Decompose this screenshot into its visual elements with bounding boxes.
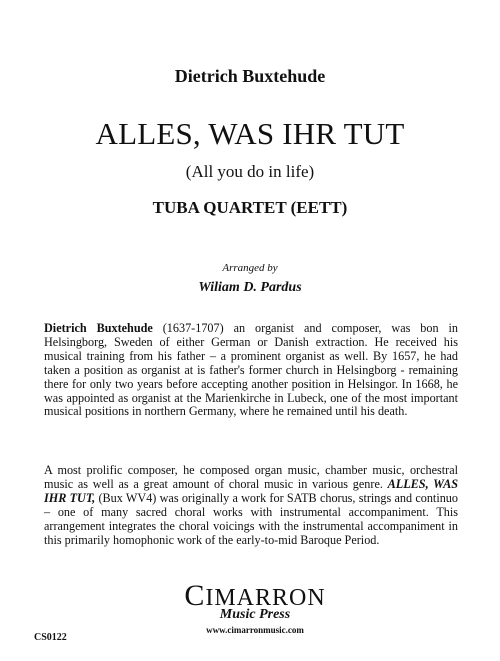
biography-paragraph	[44, 322, 458, 419]
publisher-name: CIMARRON	[184, 579, 326, 612]
piece-title: ALLES, WAS IHR TUT	[95, 116, 405, 151]
description-title: ALLES, WAS IHR TUT,	[44, 476, 458, 505]
catalog-code: CS0122	[34, 632, 67, 643]
arranger-name: Wiliam D. Pardus	[198, 280, 302, 295]
composer-name: Dietrich Buxtehude	[174, 66, 326, 86]
description-text-a: A most prolific composer, he composed organ music, chamber music, orchestral music as well as a great amount of choral music in various genre.	[44, 463, 458, 491]
arranged-by-label: Arranged by	[222, 262, 278, 274]
piece-subtitle: (All you do in life)	[185, 162, 315, 181]
description-paragraph	[44, 464, 458, 547]
ensemble-label: TUBA QUARTET (EETT)	[152, 198, 348, 217]
publisher-subtitle: Music Press	[219, 607, 291, 622]
publisher-logo	[170, 579, 340, 635]
description-text-b: (Bux WV4) was originally a work for SATB chorus, strings and continuo – one of many sacred choral works with instrumental accompaniment. This arrangement integrates the choral voicings with the instrumental accompaniment in this primarily homophonic work of the early-to-mid Baroque Period.	[44, 490, 458, 547]
publisher-url: www.cimarronmusic.com	[206, 625, 304, 635]
bio-text: (1637-1707) an organist and composer, was bon in Helsingborg, Sweden of either German or Danish extraction. He received his musical training from his father – a prominent organist as well. By 1657, he had taken a position as organist at is father's former church in Helsingborg - remaining there for only two years before accepting another position in Helsingor. In 1668, he was appointed as organist at the Marienkirche in Lubeck, one of the most important musical positions in northern Germany, where he remained until his death.	[44, 321, 458, 419]
bio-composer-name: Dietrich Buxtehude	[44, 321, 153, 335]
